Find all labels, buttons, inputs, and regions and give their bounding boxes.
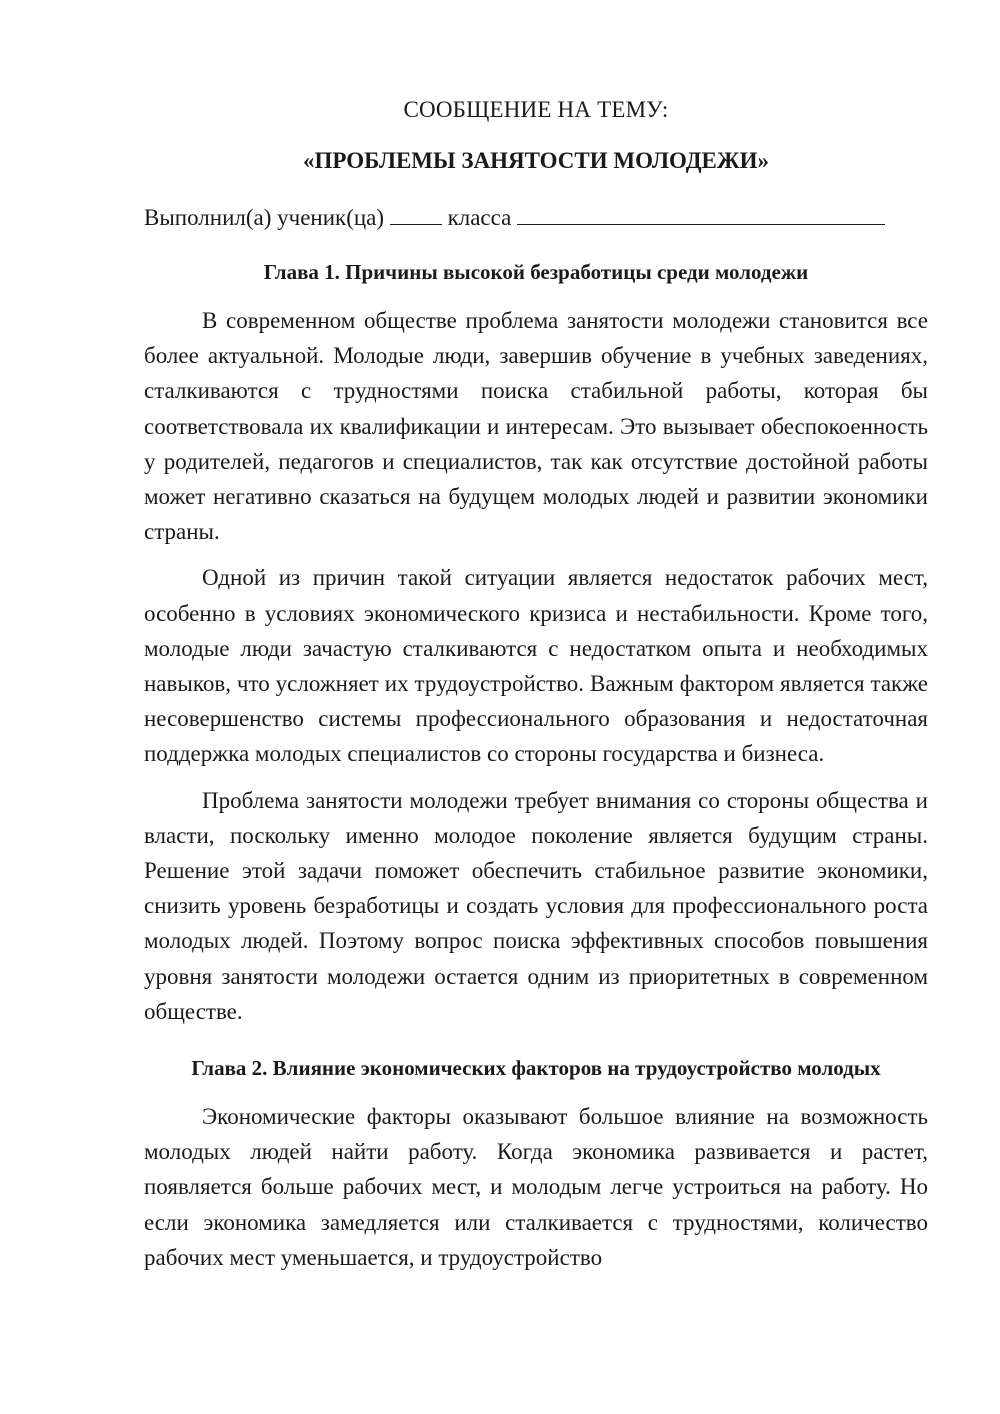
chapter-1-paragraph-2: Одной из причин такой ситуации является недостаток рабочих мест, особенно в условиях экономического кризиса и нестабильности. Кроме того, молодые люди зачастую сталкиваются с недостатком опыта и необходимых навыков, что усложняет их трудоустройство. Важным фактором является также несовершенство системы профессионального образования и недостаточная поддержка молодых специалистов со стороны государства и бизнеса. — [144, 565, 928, 767]
chapter-1-paragraph-3: Проблема занятости молодежи требует внимания со стороны общества и власти, поскольку именно молодое поколение является будущим страны. Решение этой задачи поможет обеспечить стабильное развитие экономики, снизить уровень безработицы и создать условия для профессионального роста молодых людей. Поэтому вопрос поиска эффективных способов повышения уровня занятости молодежи остается одним из приоритетных в современном обществе. — [144, 787, 928, 1024]
chapter-2-paragraph-1: Экономические факторы оказывают большое влияние на возможность молодых людей найти работу. Когда экономика развивается и растет, появляется больше рабочих мест, и молодым легче устроиться на работу. Но если экономика замедляется или сталкивается с трудностями, количество рабочих мест уменьшается, и трудоустройство — [144, 1104, 928, 1270]
byline-class-label: класса — [447, 205, 512, 230]
byline-prefix: Выполнил(а) ученик(ца) — [144, 205, 385, 230]
document-subtitle: «ПРОБЛЕМЫ ЗАНЯТОСТИ МОЛОДЕЖИ» — [302, 148, 770, 173]
document-page — [144, 92, 928, 1275]
document-title: СООБЩЕНИЕ НА ТЕМУ: — [403, 97, 669, 122]
name-blank-line — [517, 200, 885, 225]
grade-blank-line — [390, 200, 442, 225]
byline — [144, 200, 928, 235]
chapter-1-paragraph-1: В современном обществе проблема занятости молодежи становится все более актуальной. Молодые люди, завершив обучение в учебных заведениях, сталкиваются с трудностями поиска стабильной работы, которая бы соответствовала их квалификации и интересам. Это вызывает обеспокоенность у родителей, педагогов и специалистов, так как отсутствие достойной работы может негативно сказаться на будущем молодых людей и развитии экономики страны. — [144, 308, 928, 545]
chapter-2-heading: Глава 2. Влияние экономических факторов на трудоустройство молодых — [191, 1056, 881, 1081]
chapter-1-heading: Глава 1. Причины высокой безработицы среди молодежи — [263, 260, 809, 284]
